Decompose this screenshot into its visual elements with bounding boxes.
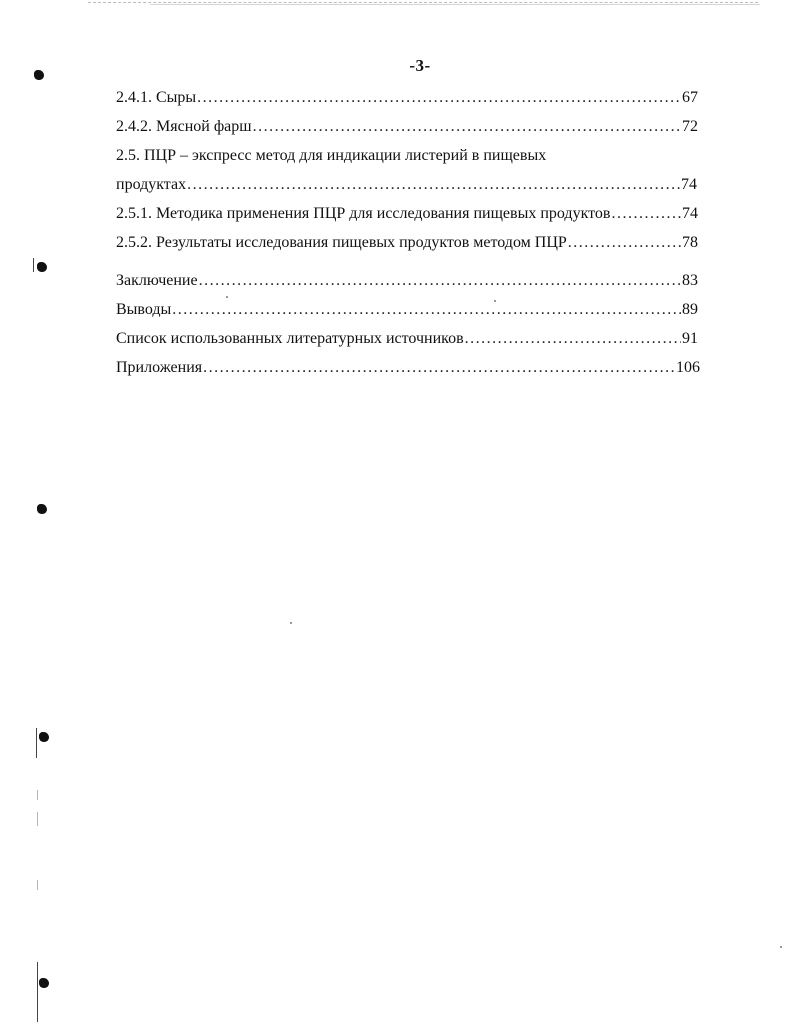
toc-entry-title: 2.5.2. Результаты исследования пищевых продуктов методом ПЦР [116, 234, 567, 251]
toc-entry [116, 267, 698, 295]
toc-entry-page: 83 [682, 272, 698, 289]
scan-edge-line [88, 2, 758, 3]
toc-entry-page: 106 [676, 359, 700, 376]
dot-leader [465, 325, 681, 353]
scan-edge-line [150, 4, 760, 5]
binding-hole-icon [34, 70, 44, 80]
toc-entry-page: 72 [682, 118, 698, 135]
dot-leader [197, 84, 681, 112]
binding-mark [33, 258, 34, 272]
binding-hole-icon [39, 732, 49, 742]
toc-entry-title: Выводы [116, 301, 172, 318]
toc-entry-title: 2.5.1. Методика применения ПЦР для исследования пищевых продуктов [116, 205, 611, 222]
dot-leader [611, 200, 681, 228]
toc-entry [116, 354, 700, 382]
toc-entry [116, 296, 698, 324]
toc-entry [116, 84, 698, 112]
toc-entry-page: 89 [682, 301, 698, 318]
binding-mark [37, 962, 38, 1022]
binding-hole-icon [37, 504, 47, 514]
margin-mark [37, 880, 38, 890]
dot-leader [187, 171, 680, 199]
toc-entry-title: продуктах [116, 176, 187, 193]
margin-mark [37, 790, 38, 800]
toc-entry-title: 2.4.2. Мясной фарш [116, 118, 252, 135]
toc-entry [116, 171, 697, 199]
toc-entry [116, 113, 698, 141]
dot-leader [253, 113, 681, 141]
binding-hole-icon [39, 978, 49, 988]
scan-speck [290, 622, 292, 624]
toc-entry [116, 325, 698, 353]
margin-mark [37, 812, 38, 826]
toc-entry-page: 78 [682, 234, 698, 251]
binding-hole-icon [37, 262, 47, 272]
toc-entry-title-line: 2.5. ПЦР – экспресс метод для индикации листерий в пищевых [116, 147, 547, 164]
dot-leader [568, 229, 681, 257]
toc-entry-page: 74 [682, 205, 698, 222]
dot-leader [199, 267, 681, 295]
toc-entry-page: 91 [682, 330, 698, 347]
toc-entry-title: 2.4.1. Сыры [116, 89, 197, 106]
dot-leader [172, 296, 681, 324]
toc-entry-page: 67 [682, 89, 698, 106]
page-number: -3- [409, 56, 431, 75]
toc-entry-title: Заключение [116, 272, 198, 289]
dot-leader [203, 354, 675, 382]
toc-entry-page: 74 [681, 176, 697, 193]
toc-entry-title: Список использованных литературных источников [116, 330, 464, 347]
scan-speck [780, 946, 782, 948]
toc-entry [116, 229, 698, 257]
toc-entry [116, 200, 698, 228]
toc-entry-title: Приложения [116, 359, 203, 376]
binding-mark [36, 728, 37, 758]
